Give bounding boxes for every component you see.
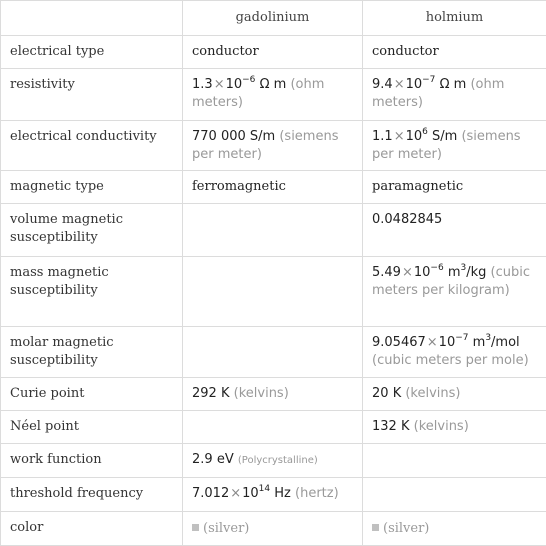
value-number: 292 <box>192 386 217 401</box>
unit-note: (kelvins) <box>413 419 469 434</box>
unit-note: (cubic meters per kilogram) <box>372 265 531 298</box>
ho-resistivity <box>363 69 546 121</box>
value-unit: Ω m <box>439 77 467 92</box>
unit-note: (kelvins) <box>405 386 461 401</box>
value-number: 2.9 <box>192 452 213 467</box>
value-exponent: −6 <box>242 75 256 85</box>
value-exponent: −7 <box>455 333 469 343</box>
value-exponent: −6 <box>430 263 444 273</box>
color-name: (silver) <box>383 521 430 536</box>
ho-threshold-frequency <box>363 478 546 512</box>
row-neel-point <box>1 411 546 444</box>
gd-resistivity <box>183 69 363 121</box>
value-unit: S/m <box>432 129 458 144</box>
gd-curie-point <box>183 378 363 411</box>
value-unit: S/m <box>249 129 276 144</box>
row-threshold-frequency <box>1 478 546 512</box>
times-sign: × <box>401 265 413 280</box>
row-volume-susceptibility <box>1 204 546 257</box>
ho-curie-point <box>363 378 546 411</box>
ho-neel-point <box>363 411 546 444</box>
row-label: volume magnetic susceptibility <box>1 204 183 257</box>
unit-exponent: 3 <box>460 263 467 273</box>
value-exponent: −7 <box>422 75 436 85</box>
value-base: 10 <box>413 265 431 280</box>
header-gadolinium: gadolinium <box>183 1 363 36</box>
value-mantissa: 9.4 <box>372 77 393 92</box>
row-electrical-type <box>1 36 546 69</box>
row-label: mass magnetic susceptibility <box>1 257 183 327</box>
gd-neel-point <box>183 411 363 444</box>
value-base: 10 <box>405 129 423 144</box>
value-unit: K <box>392 386 402 401</box>
unit-note: (ohm meters) <box>192 77 325 110</box>
row-label: Néel point <box>1 411 183 444</box>
color-swatch <box>192 524 199 531</box>
value-unit <box>473 335 520 350</box>
unit-base: m <box>447 265 461 280</box>
value-mantissa: 5.49 <box>372 265 401 280</box>
ho-magnetic-type: paramagnetic <box>363 171 546 204</box>
row-color <box>1 512 546 546</box>
ho-molar-susceptibility <box>363 327 546 378</box>
value-unit <box>448 265 487 280</box>
gd-work-function <box>183 444 363 478</box>
gd-electrical-conductivity <box>183 121 363 171</box>
times-sign: × <box>213 77 225 92</box>
row-resistivity <box>1 69 546 121</box>
unit-denominator: /mol <box>491 335 520 350</box>
row-label: color <box>1 512 183 546</box>
ho-mass-susceptibility <box>363 257 546 327</box>
times-sign: × <box>393 129 405 144</box>
value-exponent: 14 <box>258 484 271 494</box>
times-sign: × <box>393 77 405 92</box>
row-magnetic-type <box>1 171 546 204</box>
unit-exponent: 3 <box>485 333 492 343</box>
row-label: molar magnetic susceptibility <box>1 327 183 378</box>
gd-molar-susceptibility <box>183 327 363 378</box>
value-unit: Ω m <box>259 77 287 92</box>
value-unit: K <box>400 419 410 434</box>
value-number: 770 000 <box>192 129 246 144</box>
row-label: work function <box>1 444 183 478</box>
value-base: 10 <box>405 77 423 92</box>
times-sign: × <box>230 486 242 501</box>
unit-base: m <box>472 335 486 350</box>
value-mantissa: 1.1 <box>372 129 393 144</box>
value-mantissa: 7.012 <box>192 486 230 501</box>
ho-electrical-type: conductor <box>363 36 546 69</box>
unit-note: (Polycrystalline) <box>237 455 318 466</box>
row-label: resistivity <box>1 69 183 121</box>
times-sign: × <box>426 335 438 350</box>
ho-electrical-conductivity <box>363 121 546 171</box>
value-unit: K <box>220 386 230 401</box>
gd-threshold-frequency <box>183 478 363 512</box>
unit-note: (siemens per meter) <box>372 129 521 162</box>
row-electrical-conductivity <box>1 121 546 171</box>
gd-volume-susceptibility <box>183 204 363 257</box>
unit-denominator: /kg <box>466 265 487 280</box>
color-swatch <box>372 524 379 531</box>
row-label: electrical conductivity <box>1 121 183 171</box>
ho-volume-susceptibility: 0.0482845 <box>363 204 546 257</box>
value-number: 20 <box>372 386 389 401</box>
unit-note: (cubic meters per mole) <box>372 353 529 368</box>
row-label: magnetic type <box>1 171 183 204</box>
header-row <box>1 1 546 36</box>
unit-note: (kelvins) <box>233 386 289 401</box>
gd-magnetic-type: ferromagnetic <box>183 171 363 204</box>
gd-mass-susceptibility <box>183 257 363 327</box>
header-holmium: holmium <box>363 1 546 36</box>
value-unit: Hz <box>274 486 291 501</box>
unit-note: (siemens per meter) <box>192 129 339 162</box>
unit-note: (hertz) <box>295 486 339 501</box>
color-name: (silver) <box>203 521 250 536</box>
row-mass-susceptibility <box>1 257 546 327</box>
value-mantissa: 9.05467 <box>372 335 426 350</box>
value-exponent: 6 <box>422 127 428 137</box>
ho-color <box>363 512 546 546</box>
unit-note: (ohm meters) <box>372 77 505 110</box>
row-label: electrical type <box>1 36 183 69</box>
value-number: 132 <box>372 419 397 434</box>
value-base: 10 <box>225 77 243 92</box>
row-molar-susceptibility <box>1 327 546 378</box>
row-label: threshold frequency <box>1 478 183 512</box>
header-blank <box>1 1 183 36</box>
value-base: 10 <box>438 335 456 350</box>
gd-electrical-type: conductor <box>183 36 363 69</box>
value-base: 10 <box>242 486 259 501</box>
value-unit: eV <box>216 452 234 467</box>
row-curie-point <box>1 378 546 411</box>
value-mantissa: 1.3 <box>192 77 213 92</box>
row-work-function <box>1 444 546 478</box>
ho-work-function <box>363 444 546 478</box>
row-label: Curie point <box>1 378 183 411</box>
gd-color <box>183 512 363 546</box>
